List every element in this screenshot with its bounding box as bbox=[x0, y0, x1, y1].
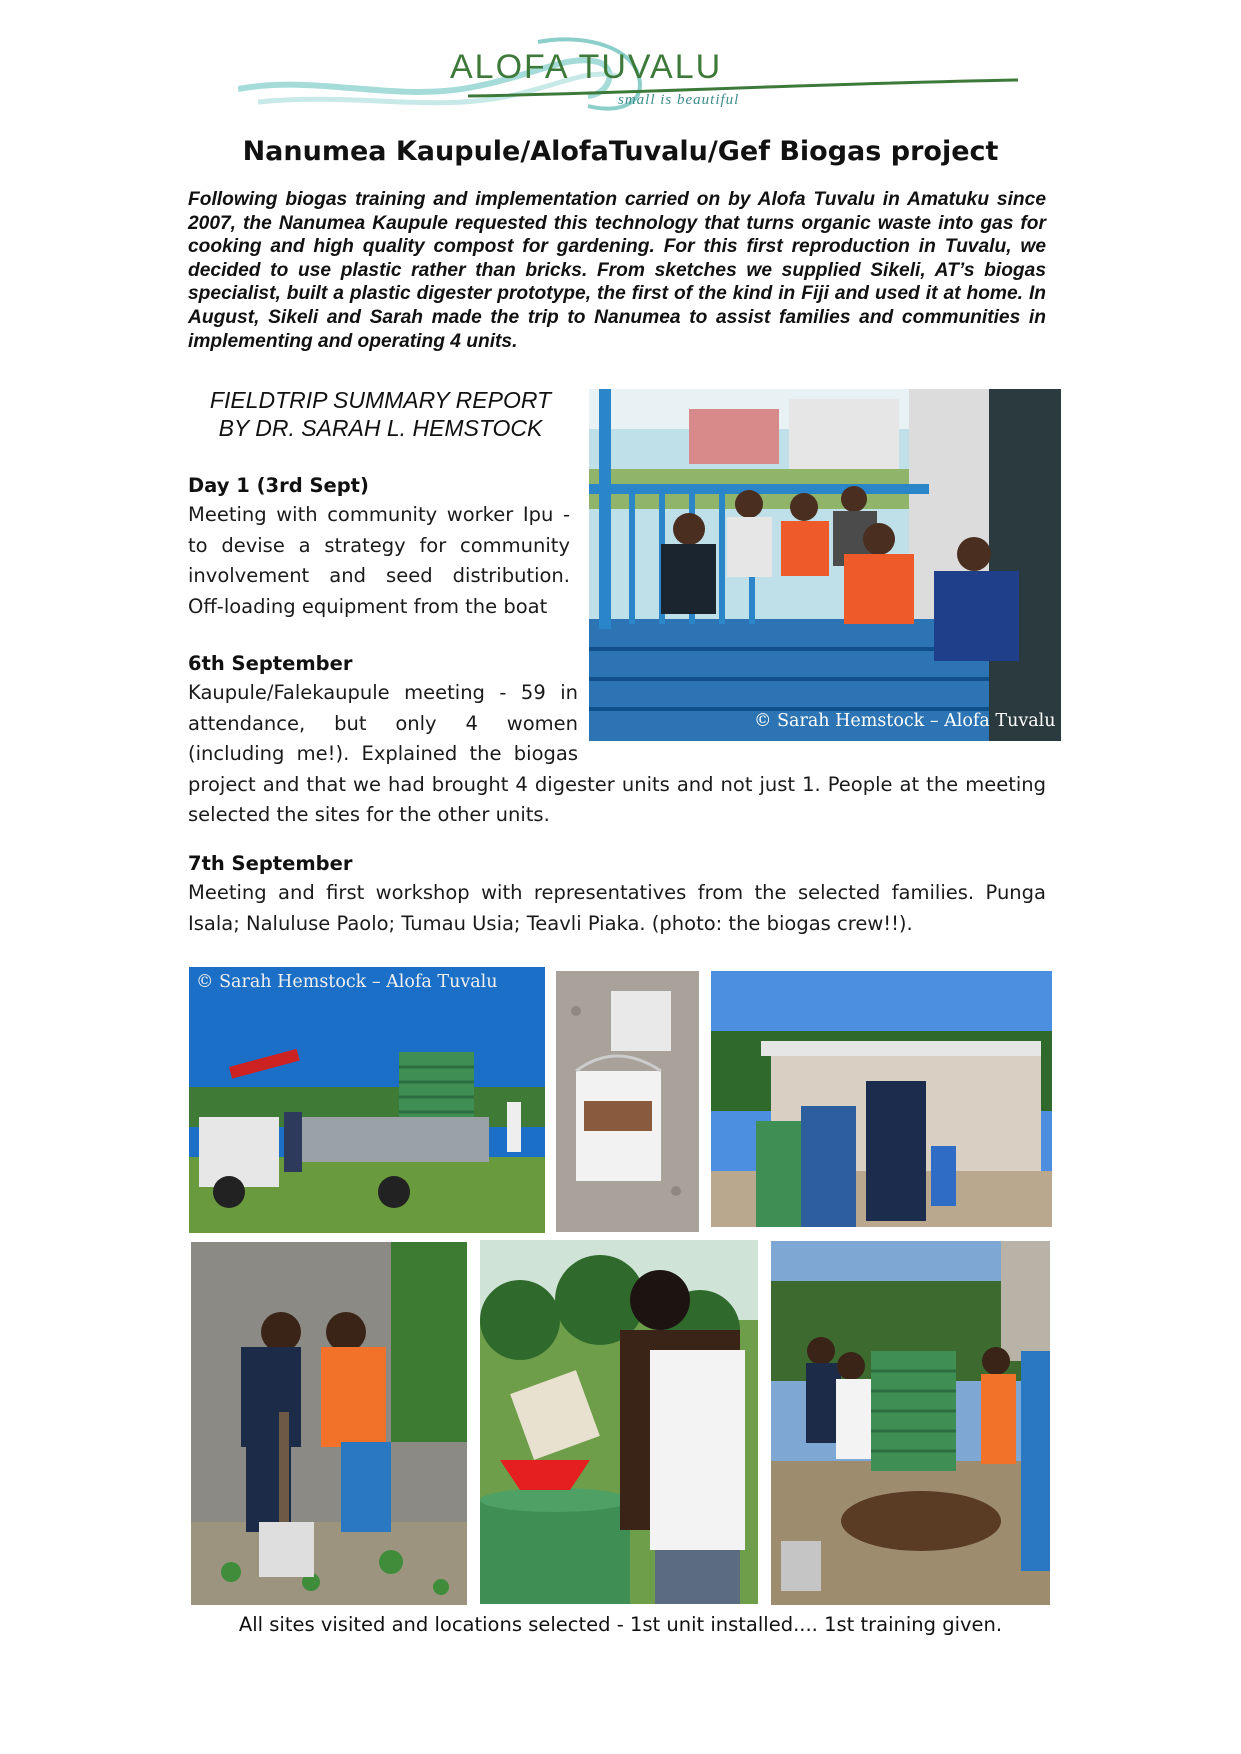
photo-house-tank bbox=[711, 971, 1052, 1227]
photo-credit: © Sarah Hemstock – Alofa Tuvalu bbox=[196, 972, 498, 992]
section-text-sep6-content: Kaupule/Falekaupule meeting - 59 in attendance, but only 4 women (including me!). Explained the biogas project and that we had brought 4 digester units and not just 1. People at the meeting selected the sites for the other units. bbox=[188, 681, 1046, 826]
section-heading-day1: Day 1 (3rd Sept) bbox=[188, 474, 369, 497]
section-text-day1: Meeting with community worker Ipu - to devise a strategy for community involvement and seed distribution. Off-loading equipment from the boat bbox=[188, 503, 570, 618]
photo-credit: © Sarah Hemstock – Alofa Tuvalu bbox=[754, 711, 1056, 731]
photo-filling-tank bbox=[480, 1240, 758, 1604]
logo-name: ALOFA TUVALU bbox=[450, 48, 723, 86]
intro-paragraph: Following biogas training and implementation carried on by Alofa Tuvalu in Amatuku since 2007, the Nanumea Kaupule requested this technology that turns organic waste into gas for cooking and high quality compost for gardening. For this first reproduction in Tuvalu, we decided to use plastic rather than bricks. From sketches we supplied Sikeli, AT’s biogas specialist, built a plastic digester prototype, the first of the kind in Fiji and used it at home. In August, Sikeli and Sarah made the trip to Nanumea to assist families and communities in implementing and operating 4 units. bbox=[188, 189, 1046, 352]
report-heading bbox=[188, 386, 573, 442]
alofa-tuvalu-logo bbox=[238, 34, 1028, 124]
photo-caption: All sites visited and locations selected - 1st unit installed.... 1st training given. bbox=[238, 1613, 1003, 1636]
photo-installing-unit bbox=[771, 1241, 1050, 1605]
logo-tagline: small is beautiful bbox=[618, 92, 740, 108]
report-heading-line1: FIELDTRIP SUMMARY REPORT bbox=[209, 387, 552, 413]
section-heading-sep7: 7th September bbox=[188, 852, 353, 875]
page-title: Nanumea Kaupule/AlofaTuvalu/Gef Biogas project bbox=[242, 136, 999, 167]
photo-buckets bbox=[556, 971, 699, 1232]
section-text-sep6 bbox=[188, 678, 1046, 831]
photo-truck-tank bbox=[189, 967, 545, 1233]
photo-digging bbox=[191, 1242, 467, 1605]
section-heading-sep6: 6th September bbox=[188, 652, 353, 675]
report-heading-line2: BY DR. SARAH L. HEMSTOCK bbox=[218, 415, 543, 441]
float-spacer bbox=[578, 678, 1046, 742]
section-text-sep7: Meeting and first workshop with representatives from the selected families. Punga Isala; Naluluse Paolo; Tumau Usia; Teavli Piaka. (photo: the biogas crew!!). bbox=[188, 881, 1046, 935]
